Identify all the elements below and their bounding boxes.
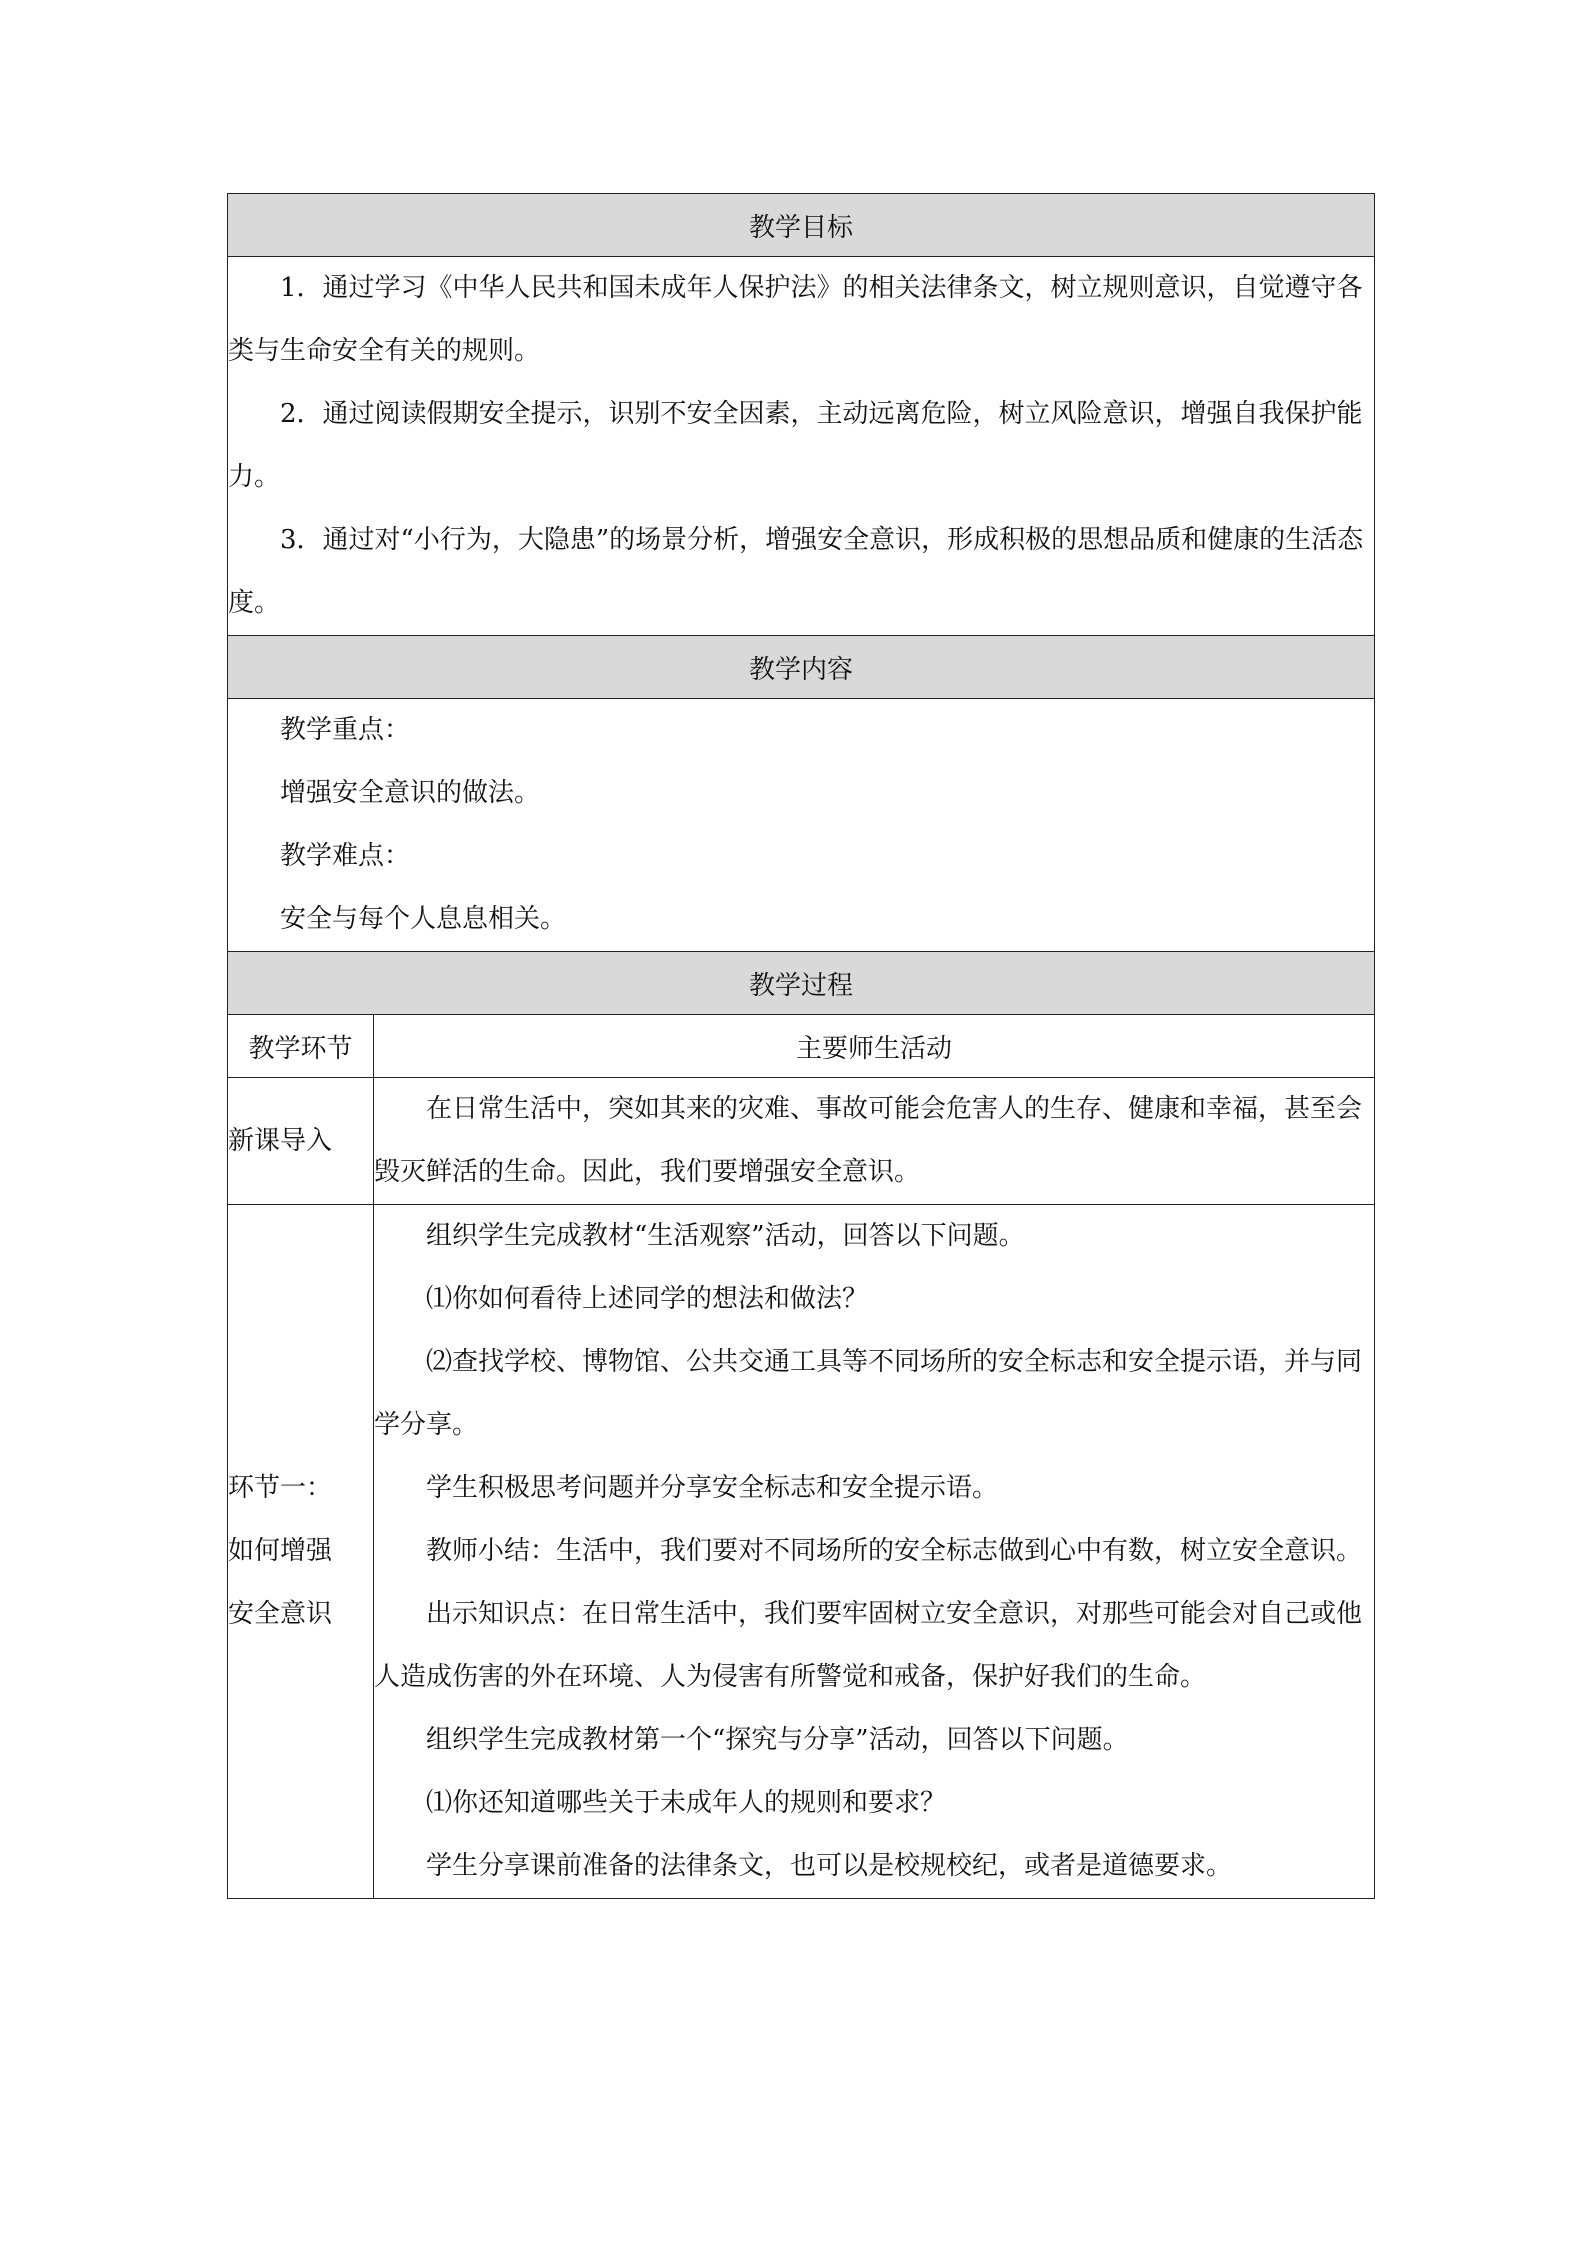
section1-paragraph: ⑵查找学校、博物馆、公共交通工具等不同场所的安全标志和安全提示语，并与同学分享。 xyxy=(374,1347,1363,1440)
key-point-text: 增强安全意识的做法。 xyxy=(280,778,541,808)
content-header-row xyxy=(228,636,1375,699)
section1-paragraph: ⑴你还知道哪些关于未成年人的规则和要求？ xyxy=(426,1788,947,1818)
goals-header-row xyxy=(228,194,1375,257)
section1-paragraph: 学生积极思考问题并分享安全标志和安全提示语。 xyxy=(426,1473,999,1503)
intro-row xyxy=(228,1078,1375,1205)
content-header: 教学内容 xyxy=(228,636,1375,699)
content-row xyxy=(228,699,1375,952)
section1-label xyxy=(228,1205,374,1899)
section1-paragraph: ⑴你如何看待上述同学的想法和做法？ xyxy=(426,1284,869,1314)
process-header-row xyxy=(228,952,1375,1015)
section1-label-line1: 环节一： xyxy=(228,1473,333,1503)
lesson-plan-document xyxy=(227,193,1374,1899)
intro-cell xyxy=(374,1078,1375,1205)
goal-item-3: 3．通过对“小行为，大隐患”的场景分析，增强安全意识，形成积极的思想品质和健康的生活态度。 xyxy=(228,525,1364,618)
section1-paragraph: 组织学生完成教材“生活观察”活动，回答以下问题。 xyxy=(426,1221,1025,1251)
lesson-plan-table xyxy=(227,193,1375,1899)
goal-item-1: 1．通过学习《中华人民共和国未成年人保护法》的相关法律条文，树立规则意识，自觉遵守各类与生命安全有关的规则。 xyxy=(228,273,1363,366)
intro-label: 新课导入 xyxy=(228,1078,374,1205)
section1-paragraph: 组织学生完成教材第一个“探究与分享”活动，回答以下问题。 xyxy=(426,1725,1129,1755)
goals-cell xyxy=(228,257,1375,636)
section1-label-line2: 如何增强 xyxy=(228,1536,333,1566)
difficulty-label: 教学难点： xyxy=(280,841,411,871)
process-column-header-row xyxy=(228,1015,1375,1078)
section1-paragraph: 学生分享课前准备的法律条文，也可以是校规校纪，或者是道德要求。 xyxy=(426,1851,1233,1881)
difficulty-text: 安全与每个人息息相关。 xyxy=(280,904,567,934)
intro-text: 在日常生活中，突如其来的灾难、事故可能会危害人的生存、健康和幸福，甚至会毁灭鲜活的生命。因此，我们要增强安全意识。 xyxy=(374,1094,1363,1187)
key-point-label: 教学重点： xyxy=(280,715,411,745)
section1-paragraph: 教师小结：生活中，我们要对不同场所的安全标志做到心中有数，树立安全意识。 xyxy=(426,1536,1363,1566)
section1-label-line3: 安全意识 xyxy=(228,1599,333,1629)
content-cell xyxy=(228,699,1375,952)
section1-cell xyxy=(374,1205,1375,1899)
section1-row xyxy=(228,1205,1375,1899)
process-header: 教学过程 xyxy=(228,952,1375,1015)
section1-paragraph: 出示知识点：在日常生活中，我们要牢固树立安全意识，对那些可能会对自己或他人造成伤害的外在环境、人为侵害有所警觉和戒备，保护好我们的生命。 xyxy=(374,1599,1363,1692)
goals-row xyxy=(228,257,1375,636)
goals-header: 教学目标 xyxy=(228,194,1375,257)
column-header-activities: 主要师生活动 xyxy=(374,1015,1375,1078)
goal-item-2: 2．通过阅读假期安全提示，识别不安全因素，主动远离危险，树立风险意识，增强自我保护能力。 xyxy=(228,399,1363,492)
column-header-stage: 教学环节 xyxy=(228,1015,374,1078)
